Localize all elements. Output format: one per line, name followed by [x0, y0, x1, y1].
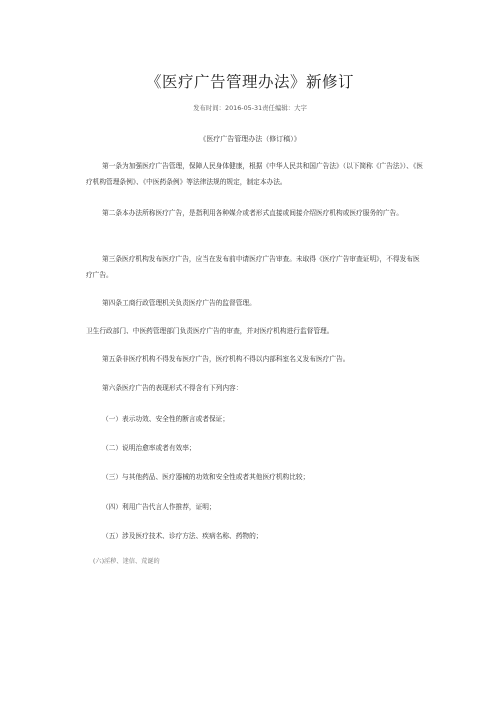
- list-item-4: （四）利用广告代言人作推荐，证明；: [102, 503, 216, 511]
- article-4: 第四条工商行政管理机关负责医疗广告的监督管理。: [102, 299, 256, 307]
- article-3: 第三条医疗机构发布医疗广告，应当在发布前申请医疗广告审查。未取得《医疗广告审查证明》，不得发布医疗广告。: [86, 255, 420, 279]
- list-item-1: （一）表示功效、安全性的断言或者保证；: [102, 415, 230, 423]
- publish-meta: 发布时间：2016-05-31责任编辑：大字: [193, 104, 307, 112]
- article-5: 第五条非医疗机构不得发布医疗广告，医疗机构不得以内部科室名义发布医疗广告。: [102, 355, 350, 363]
- list-item-3: （三）与其他药品、医疗器械的功效和安全性或者其他医疗机构比较；: [102, 473, 310, 481]
- article-2: 第二条本办法所称医疗广告，是指利用各种媒介或者形式直接或间接介绍医疗机构或医疗服务的广告。: [102, 209, 403, 217]
- article-4-continuation: 卫生行政部门、中医药管理部门负责医疗广告的审查，并对医疗机构进行监督管理。: [86, 327, 334, 335]
- list-item-5: （五）涉及医疗技术、诊疗方法、疾病名称、药物的；: [102, 532, 263, 540]
- list-item-6: (六)淫秽、迷信、荒诞的: [93, 558, 160, 565]
- list-item-2: （二）说明治愈率或者有效率；: [102, 444, 196, 452]
- document-subtitle: 《医疗广告管理办法（修订稿）》: [199, 135, 301, 143]
- article-1: 第一条为加强医疗广告管理，保障人民身体健康，根据《中华人民共和国广告法》（以下简称《广告法》）、《医疗机构管理条例》、《中医药条例》等法律法规的规定，制定本办法。: [86, 162, 423, 186]
- document-title: 《医疗广告管理办法》新修订: [145, 73, 354, 91]
- article-6: 第六条医疗广告的表现形式不得含有下列内容：: [102, 384, 243, 392]
